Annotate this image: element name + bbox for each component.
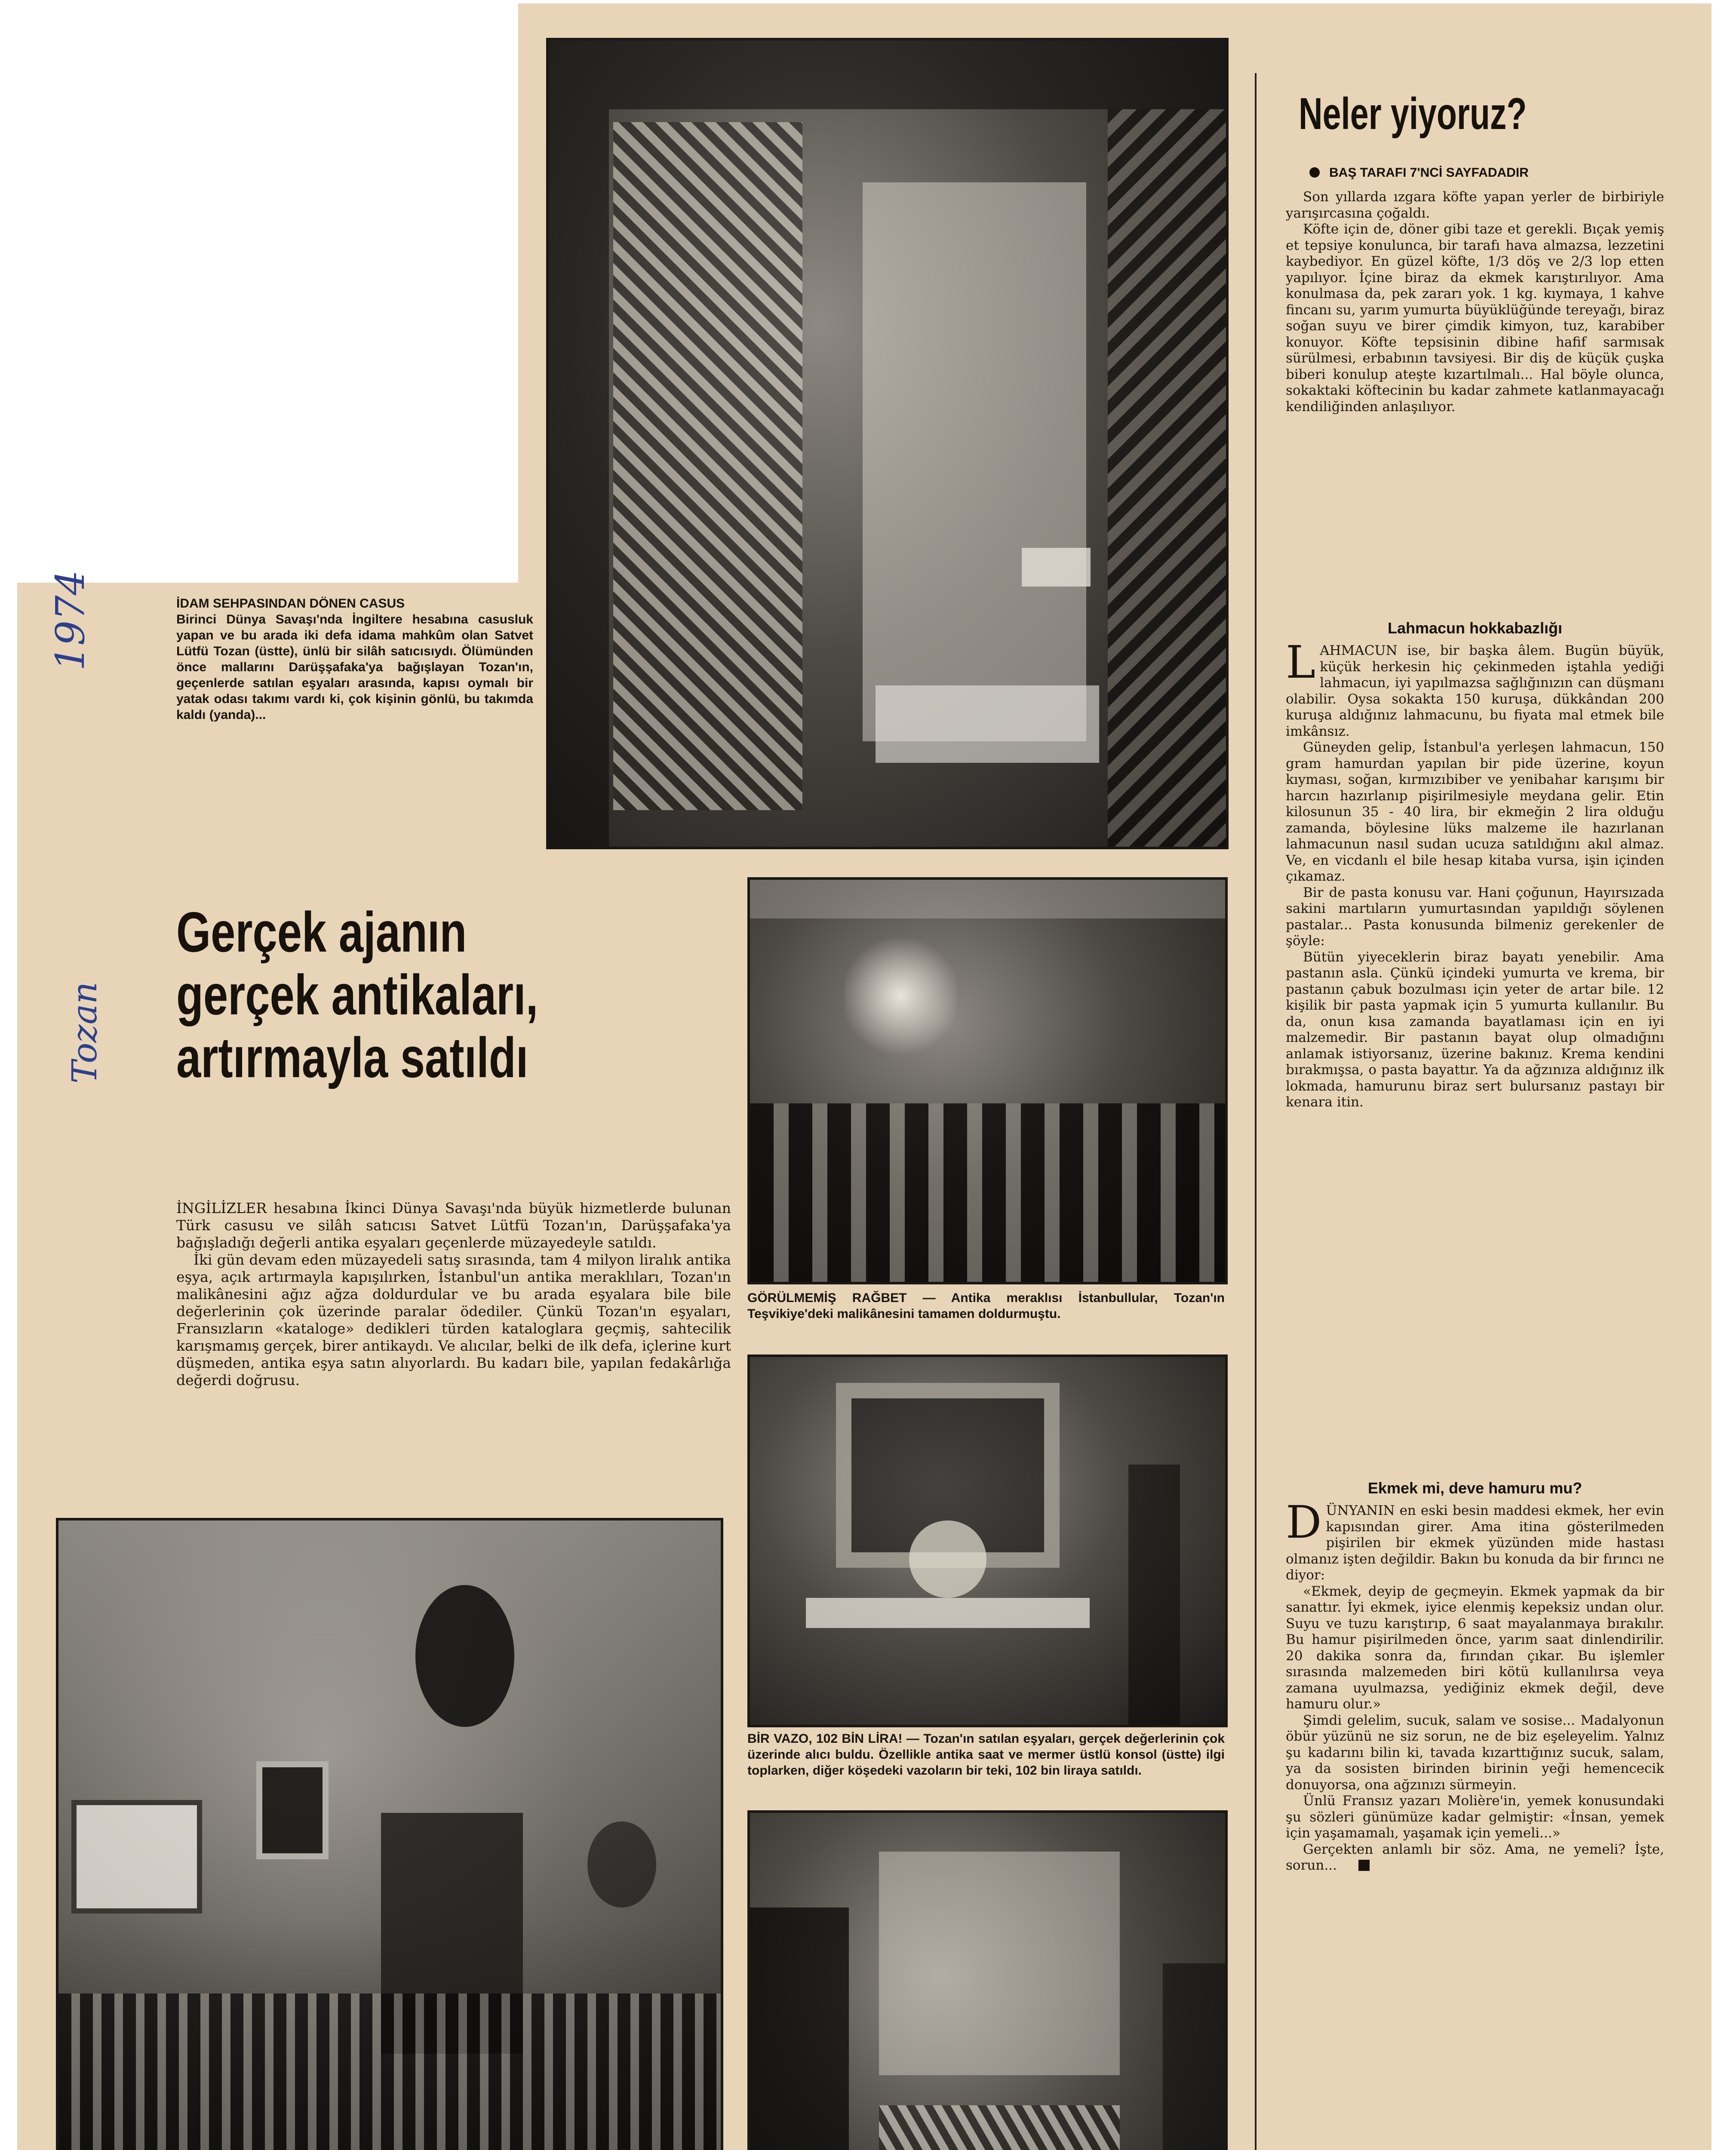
food-intro-p2: Köfte için de, döner gibi taze et gerekli. Bıçak yemiş et tepsiye konulunca, bir tarafı hava almazsa, lezzetini kaybediyor. En güzel köfte, 1/3 döş ve 2/3 lop etten yapılıyor. İçine biraz da ekmek karıştırılıyor. Ama konulmasa da, pek zararı yok. 1 kg. kıymaya, 1 kahve fincanı su, yarım yumurta büyüklüğünde tereyağı, biraz soğan suyu ve birer çimdik kimyon, tuz, karabiber konuyor. Köfte tepsisinin dibine hafif sarmısak sürülmesi, erbabının tavsiyesi. Bir diş de küçük çuşka biberi konulup ateşte kızartılmalı... Hal böyle olunca, sokaktaki köftecinin bu kadar zahmete katlanmayacağı kendiliğinden anlaşılıyor. <box>1286 221 1664 415</box>
headline-line-1: Gerçek ajanın <box>176 900 467 964</box>
handwritten-year: 1974 <box>47 570 93 671</box>
headline-line-3: artırmayla satıldı <box>176 1026 528 1089</box>
food-continued-text: BAŞ TARAFI 7'NCİ SAYFADADIR <box>1329 166 1529 180</box>
food-intro <box>1286 189 1664 415</box>
caption-spy-title: İDAM SEHPASINDAN DÖNEN CASUS <box>176 596 405 611</box>
article-body <box>176 1200 731 1389</box>
caption-crowd <box>747 1290 1225 1322</box>
lahmacun-p2: Güneyden gelip, İstanbul'a yerleşen lahmacun, 150 gram hamurdan yapılan bir pide üzerine, koyun kıyması, soğan, kırmızıbiber ve yenibahar karışımı bir harcın hazırlanıp pişirilmesiyle meydana gelir. Etin kilosunun 35 - 40 lira, bir ekmeğin 2 lira olduğu zamanda, böylesine lüks malzeme ile hazırlanan lahmacunun nasıl sudan ucuza satıldığını akıl almaz. Ve, en vicdanlı el bile hesap kitaba vursa, işin içinden çıkamaz. <box>1286 740 1664 884</box>
lahmacun-p4: Bütün yiyeceklerin biraz bayatı yenebilir. Ama pastanın asla. Çünkü içindeki yumurta ve krema, bir pastanın çabuk bozulması için yeter de artar bile. 12 kişilik bir pasta yapmak için 5 yumurta kullanılır. Bu da, onun kısa zamanda bayatlaması için en iyi malzemedir. Bir pastanın bayat olup olmadığını anlamak istiyorsanız, üzerine bakınız. Krema kendini bırakmışsa, o pasta bayattır. Ya da ağzınıza aldığınız ilk lokmada, hamurunu biraz sert bulursanız pastayı bir kenara itin. <box>1286 949 1664 1110</box>
food-continued <box>1309 166 1662 180</box>
ekmek-p2: «Ekmek, deyip de geçmeyin. Ekmek yapmak da bir sanattır. İyi ekmek, iyice elenmiş kepeksiz undan olur. Suyu ve tuzu karıştırıp, 6 saat mayalanmaya bırakılır. Bu hamur pişirilmeden önce, yarım saat dinlendirilir. 20 dakika sonra da, fırından çıkar. Bu işlemler sırasında malzemeden biri kötü kullanılırsa veya zamana uyulmazsa, yediğiniz ekmek değil, deve hamuru olur.» <box>1286 1583 1664 1712</box>
food-section-ekmek <box>1286 1496 1664 1874</box>
dropcap-l: L <box>1286 636 1316 688</box>
food-section-lahmacun <box>1286 636 1664 1111</box>
caption-vase-title: BİR VAZO, 102 BİN LİRA! — <box>747 1732 919 1746</box>
dropcap-d: D <box>1286 1496 1322 1548</box>
caption-crowd-text: Antika meraklısı İstanbullular, Tozan'ın Teşvikiye'deki malikânesini tamamen doldurmuştu. <box>747 1291 1225 1321</box>
article-headline <box>176 901 612 1089</box>
food-subhead-ekmek: Ekmek mi, deve hamuru mu? <box>1367 1479 1582 1497</box>
crowd-photo <box>747 877 1228 1284</box>
caption-vase-text: Tozan'ın satılan eşyaları, gerçek değerlerinin çok üzerinde alıcı buldu. Özellikle antika saat ve mermer üstlü konsol (üstte) ilgi toplarken, diğer köşedeki vazoların bir teki, 102 bin liraya satıldı. <box>747 1732 1225 1778</box>
lahmacun-p3: Bir de pasta konusu var. Hani çoğunun, Hayırsızada sakini martıların yumurtasından yapıldığı söylenen pastalar... Pasta konusunda bilmeniz gerekenler de şöyle: <box>1286 885 1664 949</box>
ekmek-p5 <box>1286 1842 1664 1874</box>
end-mark-icon <box>1358 1860 1370 1871</box>
caption-vase <box>747 1731 1225 1778</box>
lahmacun-first: AHMACUN ise, bir başka âlem. Bugün büyük, küçük herkesin hiç çekinmeden iştahla yediği lahmacun, iyi yapılmazsa sağlığınızın can düşmanı olabilir. Oysa sokakta 150 kuruşa, dükkândan 200 kuruşa aldığınız lahmacunu, bu fiyata mal etmek bile imkânsız. <box>1286 643 1664 739</box>
bullet-icon <box>1309 167 1320 178</box>
food-title: Neler yiyoruz? <box>1299 89 1527 139</box>
ekmek-p3: Şimdi gelelim, sucuk, salam ve sosise... Madalyonun öbür yüzünü ne siz sorun, ne de biz eşeleyelim. Yalnız şu kadarını bilin ki, tavada kızarttığınız sucuk, salam, ya da sosisten birinden birinin yeği hemencecik donuyorsa, ona ağzınızı sürmeyin. <box>1286 1712 1664 1793</box>
food-subhead-lahmacun: Lahmacun hokkabazlığı <box>1387 619 1563 637</box>
ekmek-first: ÜNYANIN en eski besin maddesi ekmek, her evin kapısından girer. Ama itina gösterilmeden pişirilen bir ekmek yüzünden mide hastası olmanız işten değildir. Bakın bu konuda da bir fırıncı ne diyor: <box>1286 1503 1664 1583</box>
cabinet-photo <box>747 1810 1228 2150</box>
caption-crowd-title: GÖRÜLMEMİŞ RAĞBET — <box>747 1291 936 1305</box>
caption-spy <box>176 596 533 723</box>
ekmek-p4: Ünlü Fransız yazarı Molière'in, yemek konusundaki şu sözleri günümüze kadar gelmiştir: «İnsan, yemek için yaşamamalı, yaşamak için yemeli...» <box>1286 1793 1664 1841</box>
handwritten-name: Tozan <box>65 982 104 1084</box>
bedroom-photo <box>546 38 1229 849</box>
portraits-room-photo <box>56 1518 723 2150</box>
clock-console-photo <box>747 1354 1228 1727</box>
column-rule <box>1255 73 1257 2150</box>
article-paragraph-1: İNGİLİZLER hesabına İkinci Dünya Savaşı'nda büyük hizmetlerde bulunan Türk casusu ve silâh satıcısı Satvet Lütfü Tozan'ın, Darüşşafaka'ya bağışladığı değerli antika eşyaları geçenlerde müzayedeyle satıldı. <box>176 1200 731 1251</box>
headline-line-2: gerçek antikaları, <box>176 963 538 1026</box>
food-intro-p1: Son yıllarda ızgara köfte yapan yerler de birbiriyle yarışırcasına çoğaldı. <box>1286 189 1664 221</box>
caption-spy-text: Birinci Dünya Savaşı'nda İngiltere hesabına casusluk yapan ve bu arada iki defa idama mahkûm olan Satvet Lütfü Tozan (üstte), ünlü bir silâh satıcısıydı. Ölümünden önce mallarını Darüşşafaka'ya bağışlayan Tozan'ın, geçenlerde satılan eşyaları arasında, kapısı oymalı bir yatak odası takımı vardı ki, çok kişinin gönlü, bu takımda kaldı (yanda)... <box>176 612 533 722</box>
ekmek-last: Gerçekten anlamlı bir söz. Ama, ne yemeli? İşte, sorun... <box>1286 1841 1664 1873</box>
article-paragraph-2: İki gün devam eden müzayedeli satış sırasında, tam 4 milyon liralık antika eşya, açık artırmayla kapışılırken, İstanbul'un antika meraklıları, Tozan'ın malikânesini ağız ağza doldurdular ve bu arada eşyalara bile bile değerlerinin çok üzerinde paralar ödediler. Çünkü Tozan'ın eşyaları, Fransızların «kataloge» dedikleri türden kataloglara geçmiş, sahtecilik karışmamış gerçek, birer antikaydı. Ve alıcılar, belki de ilk defa, içlerine kurt düşmeden, antika eşya satın alıyorlardı. Bu kadarı bile, yapılan fedakârlığa değerdi doğrusu. <box>176 1251 731 1388</box>
